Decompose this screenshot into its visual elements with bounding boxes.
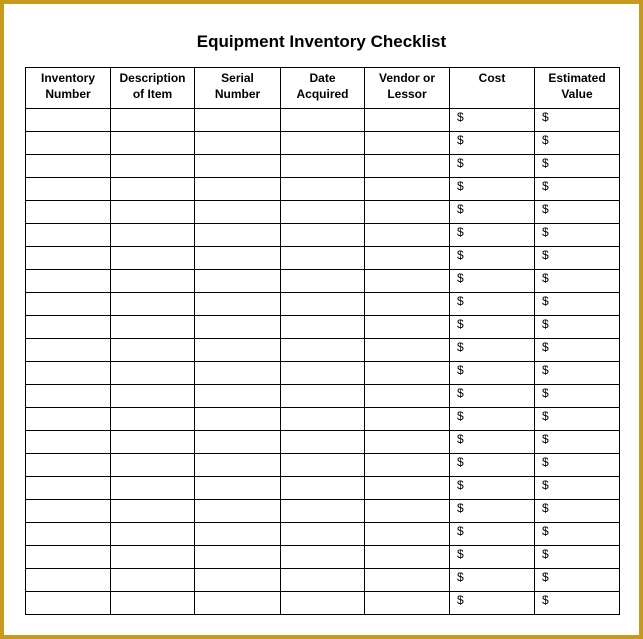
header-description-of-item-line: of Item [132,87,173,101]
cost-cell-text: $ [457,156,464,170]
table-row [26,178,620,201]
header-date-acquired-line: Date [309,71,336,85]
serial-number-cell[interactable] [195,431,281,454]
cost-cell-text: $ [457,340,464,354]
cost-cell-text: $ [457,478,464,492]
serial-number-cell[interactable] [195,178,281,201]
inventory-number-cell[interactable] [26,408,111,431]
vendor-cell[interactable] [365,477,450,500]
date-acquired-cell[interactable] [281,431,365,454]
cost-cell-text: $ [457,432,464,446]
cost-cell-text: $ [457,202,464,216]
estimated-value-cell-text: $ [542,271,549,285]
serial-number-cell[interactable] [195,569,281,592]
estimated-value-cell-text: $ [542,593,549,607]
inventory-number-cell[interactable] [26,109,111,132]
date-acquired-cell[interactable] [281,201,365,224]
date-acquired-cell[interactable] [281,270,365,293]
description-cell[interactable] [111,592,195,615]
table-row [26,224,620,247]
cost-cell[interactable] [450,109,535,132]
cost-cell[interactable] [450,224,535,247]
inventory-number-cell[interactable] [26,155,111,178]
cost-cell-text: $ [457,133,464,147]
table-row [26,477,620,500]
date-acquired-cell[interactable] [281,362,365,385]
description-cell[interactable] [111,431,195,454]
estimated-value-cell[interactable] [535,408,620,431]
vendor-cell[interactable] [365,569,450,592]
inventory-number-cell[interactable] [26,546,111,569]
estimated-value-cell[interactable] [535,592,620,615]
cost-cell[interactable] [450,569,535,592]
cost-cell-text: $ [457,110,464,124]
date-acquired-cell[interactable] [281,178,365,201]
inventory-number-cell[interactable] [26,500,111,523]
vendor-cell[interactable] [365,339,450,362]
inventory-number-cell[interactable] [26,385,111,408]
cost-cell[interactable] [450,454,535,477]
vendor-cell[interactable] [365,293,450,316]
header-description-of-item [111,68,195,109]
vendor-cell[interactable] [365,155,450,178]
description-cell[interactable] [111,132,195,155]
estimated-value-cell-text: $ [542,317,549,331]
inventory-number-cell[interactable] [26,592,111,615]
vendor-cell[interactable] [365,431,450,454]
inventory-number-cell[interactable] [26,523,111,546]
serial-number-cell[interactable] [195,247,281,270]
cost-cell[interactable] [450,339,535,362]
estimated-value-cell[interactable] [535,546,620,569]
description-cell[interactable] [111,247,195,270]
vendor-cell[interactable] [365,201,450,224]
table-row [26,546,620,569]
table-row [26,270,620,293]
estimated-value-cell-text: $ [542,202,549,216]
vendor-cell[interactable] [365,408,450,431]
cost-cell[interactable] [450,293,535,316]
estimated-value-cell[interactable] [535,155,620,178]
table-row [26,132,620,155]
estimated-value-cell-text: $ [542,524,549,538]
serial-number-cell[interactable] [195,224,281,247]
serial-number-cell[interactable] [195,109,281,132]
estimated-value-cell[interactable] [535,201,620,224]
cost-cell[interactable] [450,592,535,615]
estimated-value-cell[interactable] [535,270,620,293]
estimated-value-cell[interactable] [535,431,620,454]
estimated-value-cell[interactable] [535,247,620,270]
cost-cell[interactable] [450,546,535,569]
estimated-value-cell[interactable] [535,339,620,362]
table-row [26,385,620,408]
description-cell[interactable] [111,523,195,546]
estimated-value-cell-text: $ [542,432,549,446]
cost-cell-text: $ [457,409,464,423]
header-serial-number-line: Serial [221,71,254,85]
vendor-cell[interactable] [365,454,450,477]
header-inventory-number-line: Number [45,87,91,101]
serial-number-cell[interactable] [195,546,281,569]
estimated-value-cell[interactable] [535,178,620,201]
table-row [26,500,620,523]
serial-number-cell[interactable] [195,385,281,408]
date-acquired-cell[interactable] [281,109,365,132]
date-acquired-cell[interactable] [281,546,365,569]
description-cell[interactable] [111,155,195,178]
inventory-number-cell[interactable] [26,270,111,293]
date-acquired-cell[interactable] [281,339,365,362]
header-vendor-or-lessor-line: Vendor or [378,71,435,85]
estimated-value-cell-text: $ [542,570,549,584]
cost-cell-text: $ [457,501,464,515]
description-cell[interactable] [111,454,195,477]
cost-cell[interactable] [450,178,535,201]
inventory-number-cell[interactable] [26,201,111,224]
serial-number-cell[interactable] [195,592,281,615]
description-cell[interactable] [111,339,195,362]
header-serial-number-line: Number [214,87,261,101]
vendor-cell[interactable] [365,132,450,155]
inventory-number-cell[interactable] [26,431,111,454]
table-row [26,201,620,224]
estimated-value-cell-text: $ [542,133,549,147]
inventory-number-cell[interactable] [26,132,111,155]
vendor-cell[interactable] [365,316,450,339]
inventory-number-cell[interactable] [26,454,111,477]
vendor-cell[interactable] [365,178,450,201]
date-acquired-cell[interactable] [281,592,365,615]
cost-cell[interactable] [450,385,535,408]
description-cell[interactable] [111,178,195,201]
estimated-value-cell-text: $ [542,386,549,400]
estimated-value-cell-text: $ [542,363,549,377]
estimated-value-cell-text: $ [542,248,549,262]
estimated-value-cell-text: $ [542,294,549,308]
date-acquired-cell[interactable] [281,523,365,546]
description-cell[interactable] [111,293,195,316]
estimated-value-cell-text: $ [542,179,549,193]
serial-number-cell[interactable] [195,155,281,178]
date-acquired-cell[interactable] [281,385,365,408]
date-acquired-cell[interactable] [281,155,365,178]
date-acquired-cell[interactable] [281,316,365,339]
estimated-value-cell[interactable] [535,224,620,247]
inventory-number-cell[interactable] [26,569,111,592]
estimated-value-cell[interactable] [535,132,620,155]
estimated-value-cell-text: $ [542,478,549,492]
cost-cell[interactable] [450,201,535,224]
date-acquired-cell[interactable] [281,224,365,247]
vendor-cell[interactable] [365,385,450,408]
description-cell[interactable] [111,385,195,408]
date-acquired-cell[interactable] [281,500,365,523]
estimated-value-cell[interactable] [535,316,620,339]
cost-cell-text: $ [457,317,464,331]
serial-number-cell[interactable] [195,477,281,500]
table-row [26,339,620,362]
estimated-value-cell[interactable] [535,109,620,132]
inventory-number-cell[interactable] [26,224,111,247]
serial-number-cell[interactable] [195,270,281,293]
table-row [26,523,620,546]
estimated-value-cell-text: $ [542,409,549,423]
table-row [26,155,620,178]
table-row [26,247,620,270]
vendor-cell[interactable] [365,362,450,385]
cost-cell[interactable] [450,155,535,178]
inventory-table [25,67,620,615]
header-vendor-or-lessor-line: Lessor [387,87,427,101]
cost-cell[interactable] [450,316,535,339]
estimated-value-cell-text: $ [542,547,549,561]
serial-number-cell[interactable] [195,408,281,431]
serial-number-cell[interactable] [195,316,281,339]
description-cell[interactable] [111,546,195,569]
cost-cell-text: $ [457,570,464,584]
date-acquired-cell[interactable] [281,408,365,431]
header-estimated-value-line: Estimated [548,71,606,85]
table-row [26,408,620,431]
cost-cell-text: $ [457,179,464,193]
header-inventory-number-line: Inventory [40,71,95,85]
cost-cell-text: $ [457,225,464,239]
cost-cell-text: $ [457,248,464,262]
inventory-number-cell[interactable] [26,339,111,362]
description-cell[interactable] [111,362,195,385]
date-acquired-cell[interactable] [281,247,365,270]
estimated-value-cell-text: $ [542,110,549,124]
vendor-cell[interactable] [365,270,450,293]
table-body [26,109,620,615]
date-acquired-cell[interactable] [281,477,365,500]
inventory-number-cell[interactable] [26,477,111,500]
estimated-value-cell-text: $ [542,225,549,239]
estimated-value-cell[interactable] [535,385,620,408]
cost-cell[interactable] [450,431,535,454]
table-row [26,454,620,477]
inventory-number-cell[interactable] [26,362,111,385]
table-row [26,569,620,592]
description-cell[interactable] [111,408,195,431]
vendor-cell[interactable] [365,224,450,247]
estimated-value-cell-text: $ [542,501,549,515]
serial-number-cell[interactable] [195,362,281,385]
description-cell[interactable] [111,477,195,500]
estimated-value-cell[interactable] [535,293,620,316]
serial-number-cell[interactable] [195,132,281,155]
table-row [26,316,620,339]
header-date-acquired [281,68,365,109]
serial-number-cell[interactable] [195,293,281,316]
estimated-value-cell-text: $ [542,455,549,469]
vendor-cell[interactable] [365,546,450,569]
cost-cell-text: $ [457,593,464,607]
header-estimated-value [535,68,620,109]
inventory-number-cell[interactable] [26,178,111,201]
vendor-cell[interactable] [365,592,450,615]
cost-cell-text: $ [457,547,464,561]
cost-cell[interactable] [450,523,535,546]
table-row [26,362,620,385]
table-row [26,293,620,316]
table-row [26,109,620,132]
cost-cell-text: $ [457,455,464,469]
cost-cell[interactable] [450,270,535,293]
description-cell[interactable] [111,569,195,592]
date-acquired-cell[interactable] [281,132,365,155]
header-vendor-or-lessor [365,68,450,109]
vendor-cell[interactable] [365,523,450,546]
table-row [26,431,620,454]
description-cell[interactable] [111,316,195,339]
header-cost [450,68,535,109]
header-date-acquired-line: Acquired [296,87,349,101]
header-cost-line: Cost [478,71,506,85]
date-acquired-cell[interactable] [281,293,365,316]
cost-cell-text: $ [457,363,464,377]
estimated-value-cell[interactable] [535,500,620,523]
description-cell[interactable] [111,109,195,132]
cost-cell-text: $ [457,294,464,308]
header-inventory-number [26,68,111,109]
estimated-value-cell-text: $ [542,340,549,354]
cost-cell[interactable] [450,247,535,270]
estimated-value-cell[interactable] [535,523,620,546]
vendor-cell[interactable] [365,247,450,270]
cost-cell[interactable] [450,500,535,523]
serial-number-cell[interactable] [195,523,281,546]
description-cell[interactable] [111,201,195,224]
table-header-row [26,68,620,109]
estimated-value-cell-text: $ [542,156,549,170]
header-estimated-value-line: Value [561,87,593,101]
description-cell[interactable] [111,270,195,293]
description-cell[interactable] [111,500,195,523]
serial-number-cell[interactable] [195,339,281,362]
document-title: Equipment Inventory Checklist [196,32,447,51]
serial-number-cell[interactable] [195,454,281,477]
date-acquired-cell[interactable] [281,454,365,477]
cost-cell[interactable] [450,477,535,500]
estimated-value-cell[interactable] [535,362,620,385]
serial-number-cell[interactable] [195,201,281,224]
inventory-number-cell[interactable] [26,293,111,316]
table-row [26,592,620,615]
cost-cell[interactable] [450,408,535,431]
serial-number-cell[interactable] [195,500,281,523]
vendor-cell[interactable] [365,500,450,523]
estimated-value-cell[interactable] [535,477,620,500]
vendor-cell[interactable] [365,109,450,132]
header-description-of-item-line: Description [119,71,186,85]
inventory-number-cell[interactable] [26,316,111,339]
estimated-value-cell[interactable] [535,569,620,592]
cost-cell-text: $ [457,524,464,538]
cost-cell-text: $ [457,271,464,285]
cost-cell[interactable] [450,362,535,385]
cost-cell-text: $ [457,386,464,400]
inventory-number-cell[interactable] [26,247,111,270]
estimated-value-cell[interactable] [535,454,620,477]
date-acquired-cell[interactable] [281,569,365,592]
cost-cell[interactable] [450,132,535,155]
description-cell[interactable] [111,224,195,247]
header-serial-number [195,68,281,109]
